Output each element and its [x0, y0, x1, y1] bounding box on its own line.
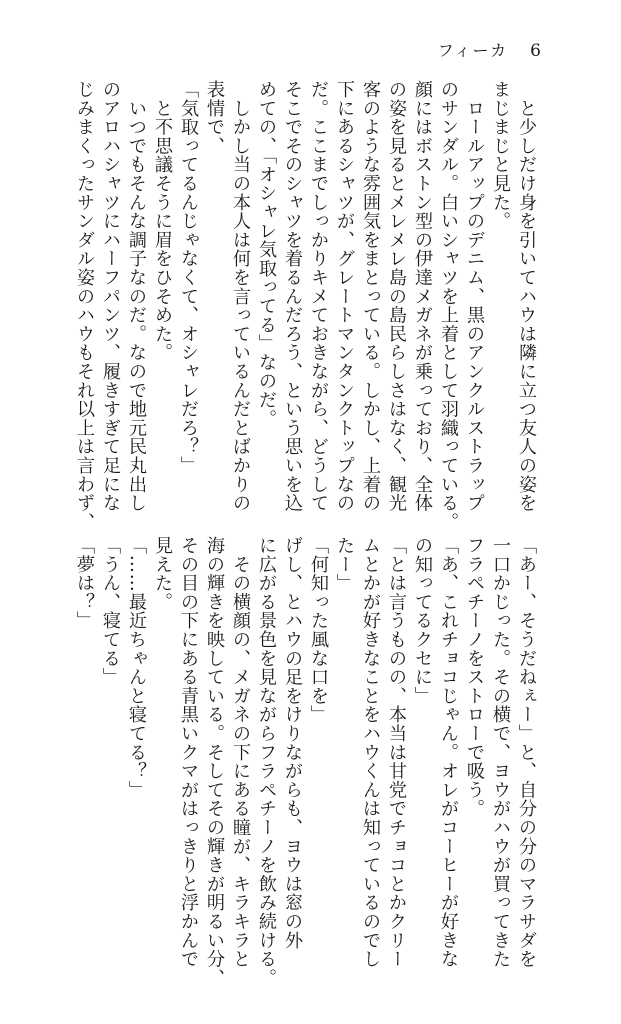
text-line: と少しだけ身を引いてハウは隣に立つ友人の姿を [516, 80, 537, 513]
text-line: 海の輝きを映している。そしてその輝きが明るい分、 [204, 536, 225, 988]
text-block-lower [71, 536, 539, 988]
text-line: の知ってるクセに」 [412, 536, 433, 706]
text-block-upper [71, 80, 539, 532]
running-title: フィーカ [437, 41, 509, 60]
text-line: 顔にはボストン型の伊達メガネが乗っており、全体 [412, 80, 433, 513]
text-line: のサンダル。白いシャツを上着として羽織っている。 [438, 80, 459, 532]
text-line: 「……最近ちゃんと寝てる？」 [126, 536, 147, 800]
text-line: 見えた。 [152, 536, 173, 612]
text-line: めての、「オシャレ気取ってる」なのだ。 [256, 80, 277, 429]
text-line: 「あ、これチョコじゃん。オレがコーヒーが好きな [438, 536, 459, 969]
text-line: たー」 [334, 536, 355, 593]
text-line: 「夢は？」 [74, 536, 95, 630]
text-line: と不思議そうに眉をひそめた。 [152, 80, 173, 362]
text-line: のアロハシャツにハーフパンツ、履きすぎて足にな [100, 80, 121, 513]
text-line: 表情で、 [204, 80, 225, 156]
text-line: 一口かじった。その横で、ヨウがハウが買ってきた [490, 536, 511, 969]
text-line: 「何知った風な口を」 [308, 536, 329, 724]
text-line: 「とは言うものの、本当は甘党でチョコとかクリー [386, 536, 407, 969]
text-line: げし、とハウの足をけりながらも、ヨウは窓の外 [282, 536, 303, 950]
text-line: まじまじと見た。 [490, 80, 511, 231]
text-line: しかし当の本人は何を言っているんだとばかりの [230, 80, 251, 513]
page-number: 6 [530, 41, 543, 61]
text-line: その横顔の、メガネの下にある瞳が、キラキラと [230, 536, 251, 969]
text-line: 客のような雰囲気をまとっている。しかし、上着の [360, 80, 381, 513]
text-line: じみまくったサンダル姿のハウもそれ以上は言わず、 [74, 80, 95, 532]
text-line: ムとかが好きなことをハウくんは知っているのでし [360, 536, 381, 969]
page-header [438, 38, 543, 61]
text-line: ロールアップのデニム、黒のアンクルストラップ [464, 80, 485, 513]
text-line: 「気取ってるんじゃなくて、オシャレだろ？」 [178, 80, 199, 475]
text-line: そこでそのシャツを着るんだろう、という思いを込 [282, 80, 303, 513]
text-line: の姿を見るとメレメレ島の島民らしさはなく、観光 [386, 80, 407, 513]
text-line: 「うん、寝てる」 [100, 536, 121, 687]
text-line: 下にあるシャツが、グレートマンタンクトップなの [334, 80, 355, 513]
text-line: 「あー、そうだねぇー」と、自分の分のマラサダを [516, 536, 537, 969]
text-line: だ。ここまでしっかりキメておきながら、どうして [308, 80, 329, 513]
text-line: フラペチーノをストローで吸う。 [464, 536, 485, 818]
text-line: に広がる景色を見ながらフラペチーノを飲み続ける。 [256, 536, 277, 988]
text-line: いつでもそんな調子なのだ。なので地元民丸出し [126, 80, 147, 513]
text-line: その目の下にある青黒いクマがはっきりと浮かんで [178, 536, 199, 969]
